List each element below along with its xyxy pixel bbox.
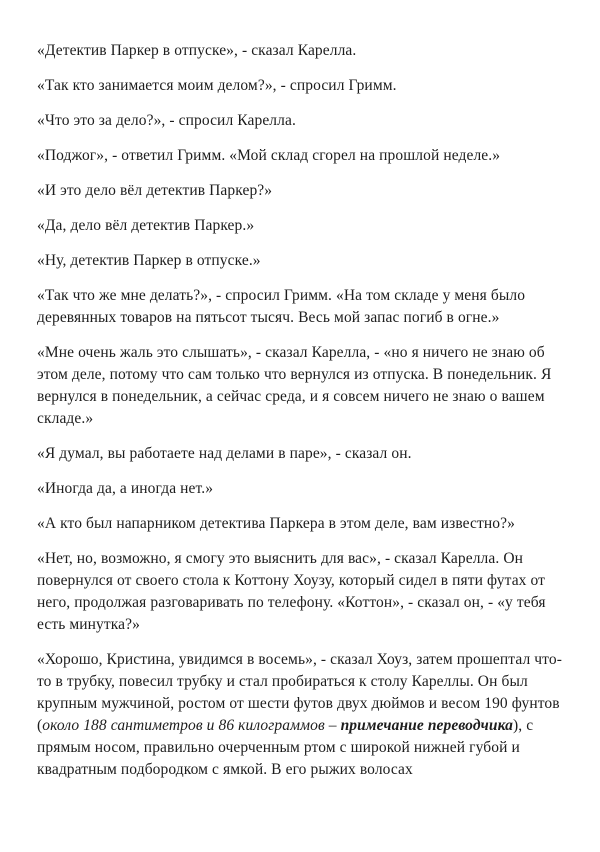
paragraph-13 [37, 548, 564, 636]
paragraph-8 [37, 285, 564, 329]
translator-note-measurements: около 188 сантиметров и 86 килограммов – [42, 717, 341, 734]
text-run: «Поджог», - ответил Гримм. «Мой склад сгорел на прошлой неделе.» [37, 147, 501, 164]
text-run: «Да, дело вёл детектив Паркер.» [37, 217, 255, 234]
paragraph-5 [37, 180, 564, 202]
page-content [37, 40, 564, 781]
paragraph-2 [37, 75, 564, 97]
text-run: «И это дело вёл детектив Паркер?» [37, 182, 273, 199]
text-run: «Хорошо, Кристина, увидимся в восемь», - сказал Хоуз, затем прошептал что-то в трубку, повесил трубку и стал пробираться к столу Кареллы. Он был крупным мужчиной, ростом от шести футов двух дюймов и весом 190 фунтов ( [37, 651, 562, 734]
text-run: «Мне очень жаль это слышать», - сказал Карелла, - «но я ничего не знаю об этом деле, потому что сам только что вернулся из отпуска. В понедельник. Я вернулся в понедельник, а сейчас среда, и я совсем ничего не знаю о вашем складе.» [37, 344, 552, 427]
paragraph-1 [37, 40, 564, 62]
paragraph-9 [37, 342, 564, 430]
text-run: «А кто был напарником детектива Паркера в этом деле, вам известно?» [37, 515, 515, 532]
paragraph-3 [37, 110, 564, 132]
text-run: «Так кто занимается моим делом?», - спросил Гримм. [37, 77, 397, 94]
translator-note-label: примечание переводчика [340, 717, 513, 734]
text-run: «Ну, детектив Паркер в отпуске.» [37, 252, 261, 269]
paragraph-12 [37, 513, 564, 535]
paragraph-14 [37, 649, 564, 781]
paragraph-11 [37, 478, 564, 500]
text-run: «Детектив Паркер в отпуске», - сказал Карелла. [37, 42, 357, 59]
text-run: «Так что же мне делать?», - спросил Гримм. «На том складе у меня было деревянных товаров на пятьсот тысяч. Весь мой запас погиб в огне.» [37, 287, 526, 326]
text-run: «Иногда да, а иногда нет.» [37, 480, 214, 497]
paragraph-7 [37, 250, 564, 272]
text-run: «Что это за дело?», - спросил Карелла. [37, 112, 296, 129]
paragraph-10 [37, 443, 564, 465]
text-run: «Я думал, вы работаете над делами в паре», - сказал он. [37, 445, 412, 462]
paragraph-6 [37, 215, 564, 237]
text-run: «Нет, но, возможно, я смогу это выяснить для вас», - сказал Карелла. Он повернулся от своего стола к Коттону Хоузу, который сидел в пяти футах от него, продолжая разговаривать по телефону. «Коттон», - сказал он, - «у тебя есть минутка?» [37, 550, 546, 633]
text-run: ), с прямым носом, правильно очерченным ртом с широкой нижней губой и квадратным подбородком с ямкой. В его рыжих волосах [37, 717, 534, 778]
paragraph-4 [37, 145, 564, 167]
